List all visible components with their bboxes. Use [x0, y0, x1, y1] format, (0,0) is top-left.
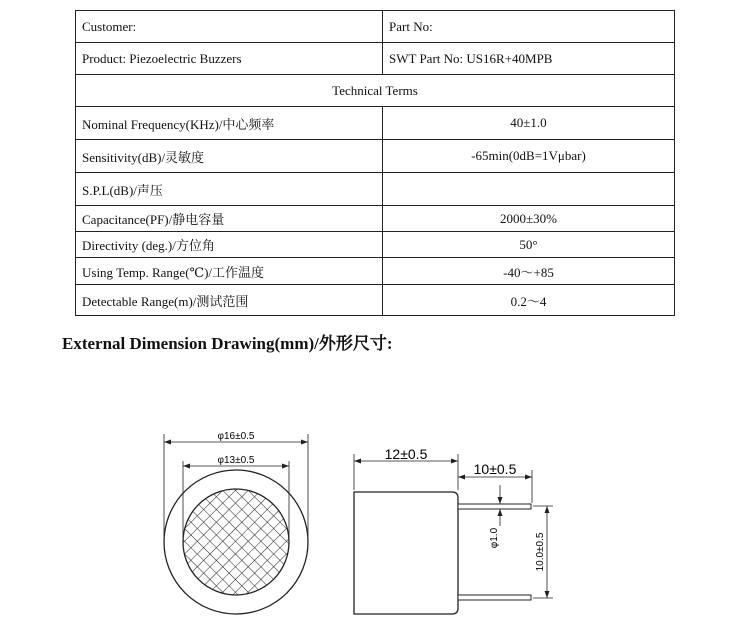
pin-spacing-label: 10.0±0.5 [535, 532, 546, 572]
spec-value: -40～+85 [383, 258, 675, 285]
part-no-cell: Part No: [383, 11, 675, 43]
front-view [164, 431, 308, 614]
spec-value: -65min(0dB=1Vμbar) [383, 140, 675, 173]
swt-part-no-cell: SWT Part No: US16R+40MPB [383, 43, 675, 75]
spec-label: Detectable Range(m)/测试范围 [76, 285, 383, 316]
inner-diameter-label: φ13±0.5 [217, 455, 255, 466]
outer-diameter-label: φ16±0.5 [217, 431, 255, 442]
spec-label: Nominal Frequency(KHz)/中心频率 [76, 107, 383, 140]
pin-diameter-label: φ1.0 [489, 527, 500, 549]
spec-label: Capacitance(PF)/静电容量 [76, 206, 383, 232]
spec-value: 0.2～4 [383, 285, 675, 316]
spec-value: 40±1.0 [383, 107, 675, 140]
customer-cell: Customer: [76, 11, 383, 43]
technical-terms-heading: Technical Terms [76, 75, 675, 107]
body-length-label: 12±0.5 [384, 446, 428, 462]
pin-top [458, 504, 531, 509]
side-view [354, 446, 553, 614]
spec-label: Sensitivity(dB)/灵敏度 [76, 140, 383, 173]
product-cell: Product: Piezoelectric Buzzers [76, 43, 383, 75]
mesh-grille [183, 489, 289, 595]
spec-label: Using Temp. Range(℃)/工作温度 [76, 258, 383, 285]
spec-value: 2000±30% [383, 206, 675, 232]
pin-bottom [458, 595, 531, 600]
buzzer-body [354, 492, 458, 614]
pin-length-label: 10±0.5 [473, 461, 517, 477]
spec-label: S.P.L(dB)/声压 [76, 173, 383, 206]
spec-value: 50° [383, 232, 675, 258]
drawing-title: External Dimension Drawing(mm)/外形尺寸: [62, 334, 393, 353]
spec-label: Directivity (deg.)/方位角 [76, 232, 383, 258]
